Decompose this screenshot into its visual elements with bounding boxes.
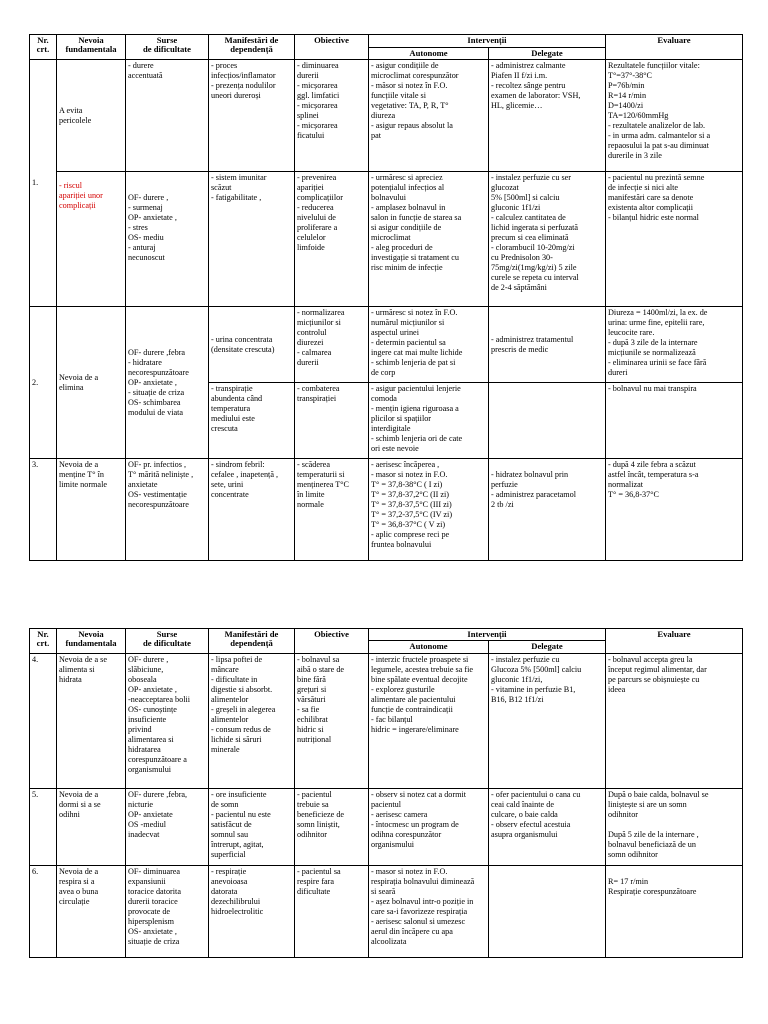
row-obiective: - combaterea transpirației: [295, 383, 369, 459]
row-nevoia: Nevoia de a elimina: [57, 307, 126, 459]
row-nevoia: Nevoia de a respira si a avea o buna circulație: [57, 865, 126, 957]
row-evaluare: - după 4 zile febra a scăzut astfel încât, temperatura s-a normalizat T° = 36,8-37°C: [606, 459, 743, 561]
header-nr: Nr. crt.: [30, 35, 57, 60]
row-delegate: - instalez perfuzie cu ser glucozat 5% [500ml] si calciu gluconic 1f1/zi - calculez cantitatea de lichid ingerata si perfuzată precum si cea eliminată - clorambucil 10-20mg/zi cu Prednisolon 30- 75mg/zi(1mg/kg/zi) 5 zile curele se repeta cu interval de 2-4 săptămâni: [489, 172, 606, 307]
row-manifestari: - urina concentrata (densitate crescuta): [209, 307, 295, 383]
row-manifestari: - lipsa poftei de mâncare - dificultate in digestie si absorbt. alimentelor - greșeli in alegerea alimentelor - consum redus de lichide si săruri minerale: [209, 653, 295, 788]
row-manifestari: - ore insuficiente de somn - pacientul nu este satisfăcut de somnul sau întrerupt, agitat, superficial: [209, 788, 295, 865]
header-nr: Nr. crt.: [30, 629, 57, 654]
row-surse: OF- durere ,febra - hidratare necorespunzătoare OP- anxietate , - situație de criza OS- schimbarea modului de viata: [126, 307, 209, 459]
header-nevoia: Nevoia fundamentala: [57, 35, 126, 60]
row-surse: OF- durere , slăbiciune, oboseala OP- anxietate , -neacceptarea bolii OS- cunoștințe insuficiente privind alimentarea si hidratarea corespunzătoare a organismului: [126, 653, 209, 788]
row-evaluare: După o baie calda, bolnavul se liniștește si are un somn odihnitor După 5 zile de la internare , bolnavul beneficiază de un somn odihnitor: [606, 788, 743, 865]
header-surse: Surse de dificultate: [126, 35, 209, 60]
care-plan-table-1: [29, 34, 743, 561]
header-autonome: Autonome: [369, 641, 489, 653]
care-plan-table-2: [29, 628, 743, 958]
row-evaluare: Rezultatele funcțiilor vitale: T°=37°-38°C P=76b/min R=14 r/min D=1400/zi TA=120/60mmHg - rezultatele analizelor de lab. - in urma adm. calmantelor si a repaosului la pat s-au diminuat durerile in 3 zile: [606, 60, 743, 172]
row-delegate: - ofer pacientului o cana cu ceai cald înainte de culcare, o baie calda - observ efectul acestuia asupra organismului: [489, 788, 606, 865]
header-obiective: Obiective: [295, 35, 369, 60]
row-delegate: - administrez calmante Piafen II f/zi i.m. - recoltez sânge pentru examen de laborator: VSH, HL, glicemie…: [489, 60, 606, 172]
header-manifestari: Manifestări de dependență: [209, 35, 295, 60]
row-delegate: - administrez tratamentul prescris de medic: [489, 307, 606, 383]
row-autonome: - aerisesc încăperea , - masor si notez in F.O. T° = 37,8-38°C ( I zi) T° = 37,8-37,2°C (II zi) T° = 37,8-37,5°C (III zi) T° = 37,2-37,5°C (IV zi) T° = 36,8-37°C ( V zi) - aplic comprese reci pe fruntea bolnavului: [369, 459, 489, 561]
row-surse: - durere accentuată: [126, 60, 209, 172]
row-delegate: [489, 383, 606, 459]
table-row: [30, 788, 743, 865]
row-autonome: - urmăresc si notez în F.O. numărul micțiunilor si aspectul urinei - determin pacientul sa ingere cat mai multe lichide - schimb lenjeria de pat si de corp: [369, 307, 489, 383]
header-delegate: Delegate: [489, 48, 606, 60]
row-surse: OF- pr. infectios , T° mărită neliniște , anxietate OS- vestimentație necorespunzătoare: [126, 459, 209, 561]
row-surse: OF- durere ,febra, nicturie OP- anxietate OS -mediul inadecvat: [126, 788, 209, 865]
header-interventii: Intervenții: [369, 35, 606, 48]
row-obiective: - bolnavul sa aibă o stare de bine fără grețuri si vărsături - sa fie echilibrat hidric si nutrițional: [295, 653, 369, 788]
row-nr: 5.: [30, 788, 57, 865]
row-manifestari: - sindrom febril: cefalee , inapetență , sete, urini concentrate: [209, 459, 295, 561]
row-obiective: - normalizarea micțiunilor si controlul diurezei - calmarea durerii: [295, 307, 369, 383]
row-delegate: - instalez perfuzie cu Glucoza 5% [500ml] calciu gluconic 1f1/zi, - vitamine in perfuzie B1, B16, B12 1f1/zi: [489, 653, 606, 788]
row-nr: 4.: [30, 653, 57, 788]
row-nevoia: A evita pericolele: [57, 60, 126, 172]
row-nevoia: Nevoia de a dormi si a se odihni: [57, 788, 126, 865]
row-manifestari: - proces infecțios/inflamator - prezența nodulilor uneori dureroși: [209, 60, 295, 172]
header-manifestari: Manifestări de dependență: [209, 629, 295, 654]
row-obiective: - scăderea temperaturii si menținerea T°C în limite normale: [295, 459, 369, 561]
row-evaluare: - bolnavul accepta greu la început regimul alimentar, dar pe parcurs se obișnuiește cu ideea: [606, 653, 743, 788]
header-obiective: Obiective: [295, 629, 369, 654]
row-nevoia: Nevoia de a menține T° în limite normale: [57, 459, 126, 561]
table-row: [30, 60, 743, 172]
row-manifestari: - transpirație abundenta când temperatura mediului este crescuta: [209, 383, 295, 459]
table-row: [30, 172, 743, 307]
row-autonome: - masor si notez in F.O. respirația bolnavului diminează si seară - așez bolnavul intr-o poziție in care sa-i favorizeze respirația - aerisesc salonul si umezesc aerul din încăpere cu apa alcoolizata: [369, 865, 489, 957]
row-surse: OF- diminuarea expansiunii toracice datorita durerii toracice provocate de hipersplenism OS- anxietate , situație de criza: [126, 865, 209, 957]
header-evaluare: Evaluare: [606, 629, 743, 654]
row-evaluare: - bolnavul nu mai transpira: [606, 383, 743, 459]
row-autonome: - interzic fructele proaspete si legumele, acestea trebuie sa fie bine spălate eventual decojite - explorez gusturile alimentare ale pacientului funcție de contraindicații - fac bilanțul hidric = ingerare/eliminare: [369, 653, 489, 788]
row-nevoia: - riscul apariției unor complicații: [57, 172, 126, 307]
row-nr: 3.: [30, 459, 57, 561]
row-obiective: - prevenirea apariției complicațiilor - reducerea nivelului de proliferare a celulelor limfoide: [295, 172, 369, 307]
row-evaluare: R= 17 r/min Respirație corespunzătoare: [606, 865, 743, 957]
row-autonome: - urmăresc si apreciez potențialul infecțios al bolnavului - amplasez bolnavul in salon in funcție de starea sa si asigur condițiile de microclimat - aleg proceduri de investigație si tratament cu risc minim de infecție: [369, 172, 489, 307]
row-obiective: - diminuarea durerii - micșorarea ggl. limfatici - micșorarea splinei - micșorarea ficatului: [295, 60, 369, 172]
row-nevoia: Nevoia de a se alimenta si hidrata: [57, 653, 126, 788]
row-autonome: - observ si notez cat a dormit pacientul - aerisesc camera - întocmesc un program de odihna corespunzător organismului: [369, 788, 489, 865]
table-row: [30, 459, 743, 561]
row-obiective: - pacientul sa respire fara dificultate: [295, 865, 369, 957]
header-nevoia: Nevoia fundamentala: [57, 629, 126, 654]
row-delegate: - hidratez bolnavul prin perfuzie - administrez paracetamol 2 tb /zi: [489, 459, 606, 561]
row-nr: 6.: [30, 865, 57, 957]
header-delegate: Delegate: [489, 641, 606, 653]
header-autonome: Autonome: [369, 48, 489, 60]
row-nr: 2.: [30, 307, 57, 459]
row-surse: OF- durere , - surmenaj OP- anxietate , - stres OS- mediu - anturaj necunoscut: [126, 172, 209, 307]
header-surse: Surse de dificultate: [126, 629, 209, 654]
row-obiective: - pacientul trebuie sa beneficieze de somn liniștit, odihnitor: [295, 788, 369, 865]
row-autonome: - asigur pacientului lenjerie comoda - mențin igiena riguroasa a plicilor si spațiilor interdigitale - schimb lenjeria ori de cate ori este nevoie: [369, 383, 489, 459]
table-row: [30, 865, 743, 957]
row-manifestari: - respirație anevoioasa datorata dezechilibrului hidroelectrolitic: [209, 865, 295, 957]
row-delegate: [489, 865, 606, 957]
header-interventii: Intervenții: [369, 629, 606, 641]
table-row: [30, 307, 743, 383]
row-nr: 1.: [30, 60, 57, 307]
row-manifestari: - sistem imunitar scăzut - fatigabilitate ,: [209, 172, 295, 307]
header-evaluare: Evaluare: [606, 35, 743, 60]
row-evaluare: - pacientul nu prezintă semne de infecție si nici alte manifestări care sa denote existenta altor complicații - bilanțul hidric este normal: [606, 172, 743, 307]
table-row: [30, 653, 743, 788]
row-evaluare: Diureza = 1400ml/zi, la ex. de urina: urme fine, epitelii rare, leucocite rare. - după 3 zile de la internare micțiunile se normalizează - eliminarea urinii se face fără dureri: [606, 307, 743, 383]
row-autonome: - asigur condițiile de microclimat corespunzător - măsor si notez în F.O. funcțiile vitale si vegetative: TA, P, R, T° diureza - asigur repaus absolut la pat: [369, 60, 489, 172]
